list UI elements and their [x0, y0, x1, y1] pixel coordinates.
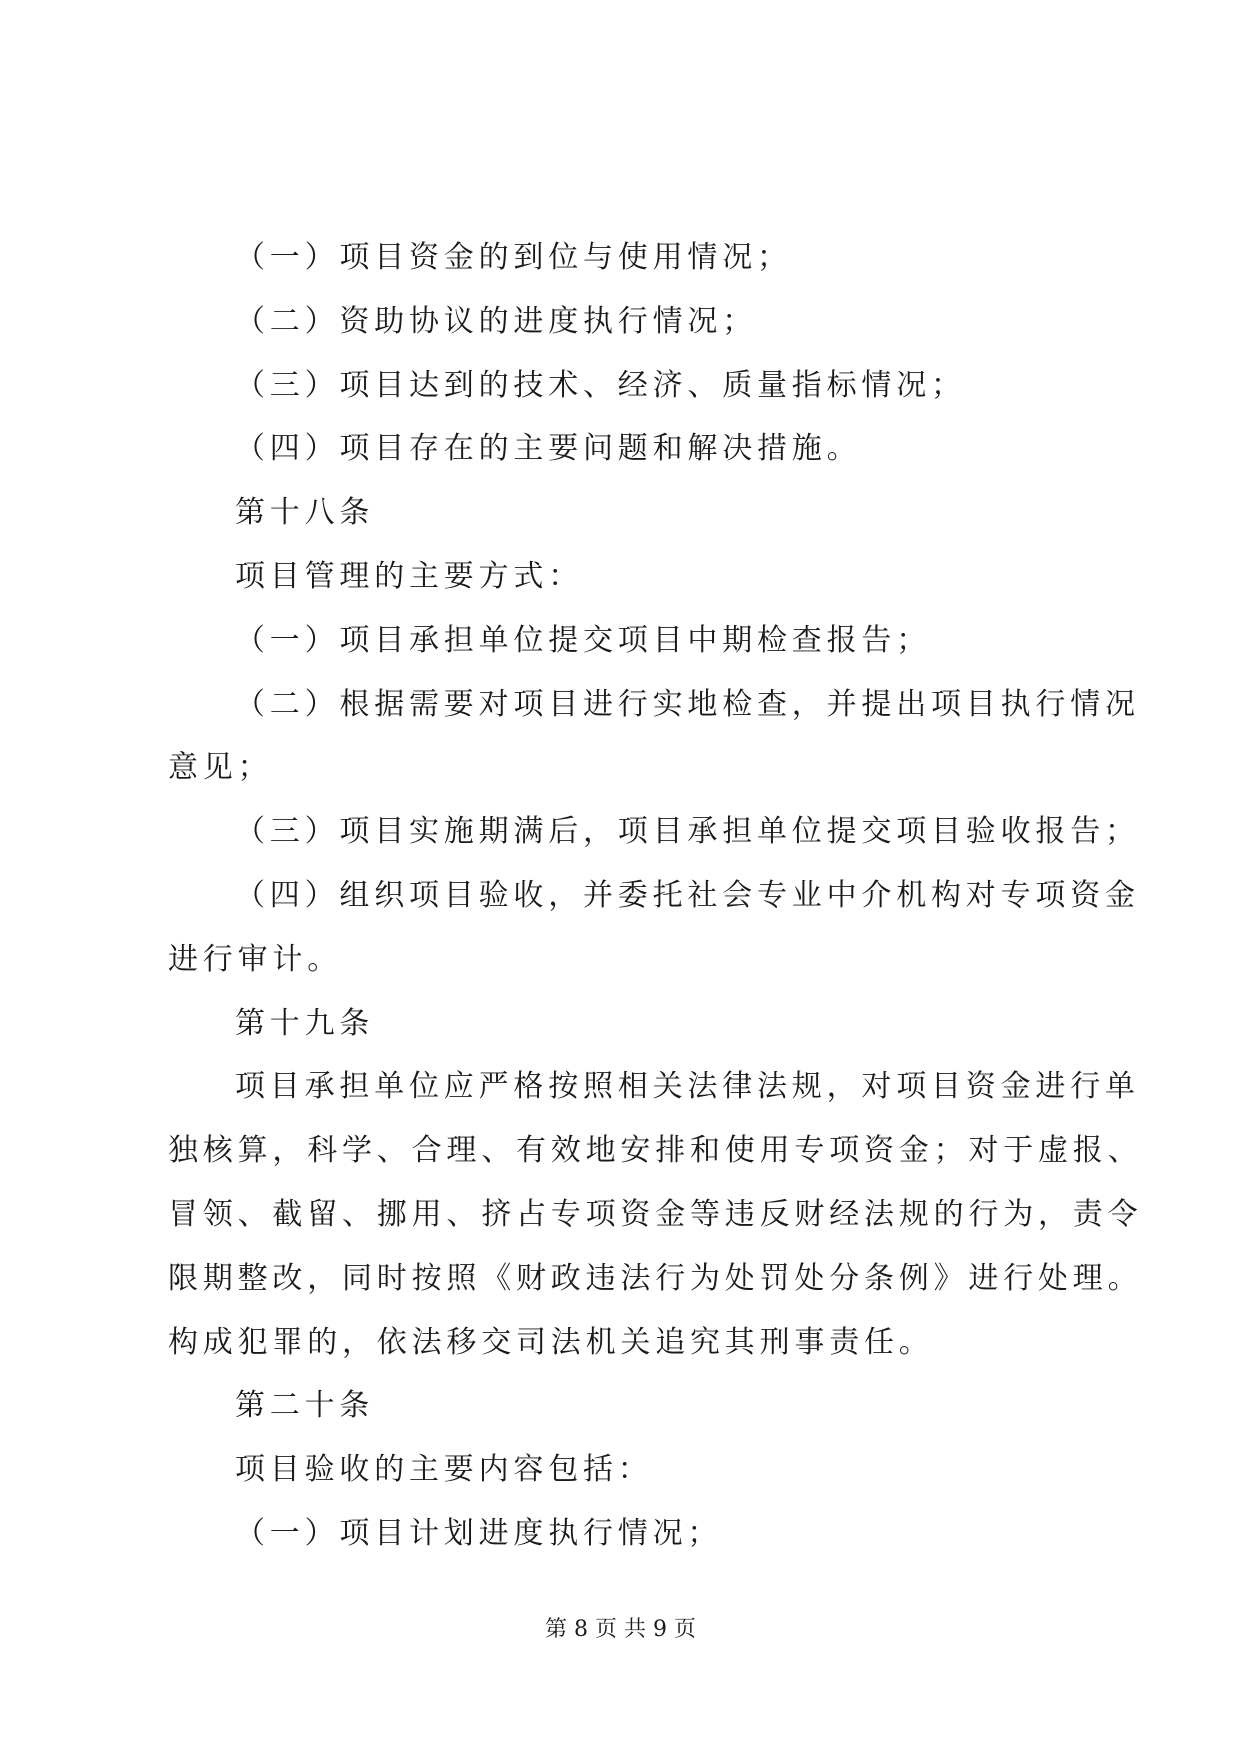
- list-item: （一）项目资金的到位与使用情况；: [235, 240, 792, 275]
- paragraph-line: 项目验收的主要内容包括：: [235, 1452, 653, 1488]
- paragraph-line: 项目承担单位应严格按照相关法律法规，对项目资金进行单: [235, 1069, 1140, 1105]
- list-item: （三）项目实施期满后，项目承担单位提交项目验收报告；: [235, 814, 1140, 850]
- list-item-continuation: 意见；: [168, 750, 273, 786]
- list-item: （二）资助协议的进度执行情况；: [235, 303, 757, 339]
- list-item: （四）项目存在的主要问题和解决措施。: [235, 431, 862, 467]
- article-heading: 第二十条: [235, 1388, 375, 1424]
- list-item: （二）根据需要对项目进行实地检查，并提出项目执行情况: [235, 686, 1140, 722]
- list-item: （一）项目计划进度执行情况；: [235, 1515, 723, 1551]
- list-item: （一）项目承担单位提交项目中期检查报告；: [235, 622, 931, 658]
- article-heading: 第十八条: [235, 495, 375, 531]
- list-item-continuation: 进行审计。: [168, 941, 342, 977]
- paragraph-line: 构成犯罪的，依法移交司法机关追究其刑事责任。: [168, 1324, 934, 1360]
- paragraph-line: 项目管理的主要方式：: [235, 558, 583, 594]
- page-number-footer: 第 8 页 共 9 页: [545, 1617, 696, 1642]
- list-item: （三）项目达到的技术、经济、质量指标情况；: [235, 367, 966, 403]
- document-body: [168, 226, 1143, 1566]
- paragraph-line: 独核算，科学、合理、有效地安排和使用专项资金；对于虚报、: [168, 1133, 1143, 1169]
- article-heading: 第十九条: [235, 1005, 375, 1041]
- list-item: （四）组织项目验收，并委托社会专业中介机构对专项资金: [235, 877, 1140, 913]
- paragraph-line: 冒领、截留、挪用、挤占专项资金等违反财经法规的行为，责令: [168, 1196, 1143, 1232]
- paragraph-line: 限期整改，同时按照《财政违法行为处罚处分条例》进行处理。: [168, 1260, 1143, 1296]
